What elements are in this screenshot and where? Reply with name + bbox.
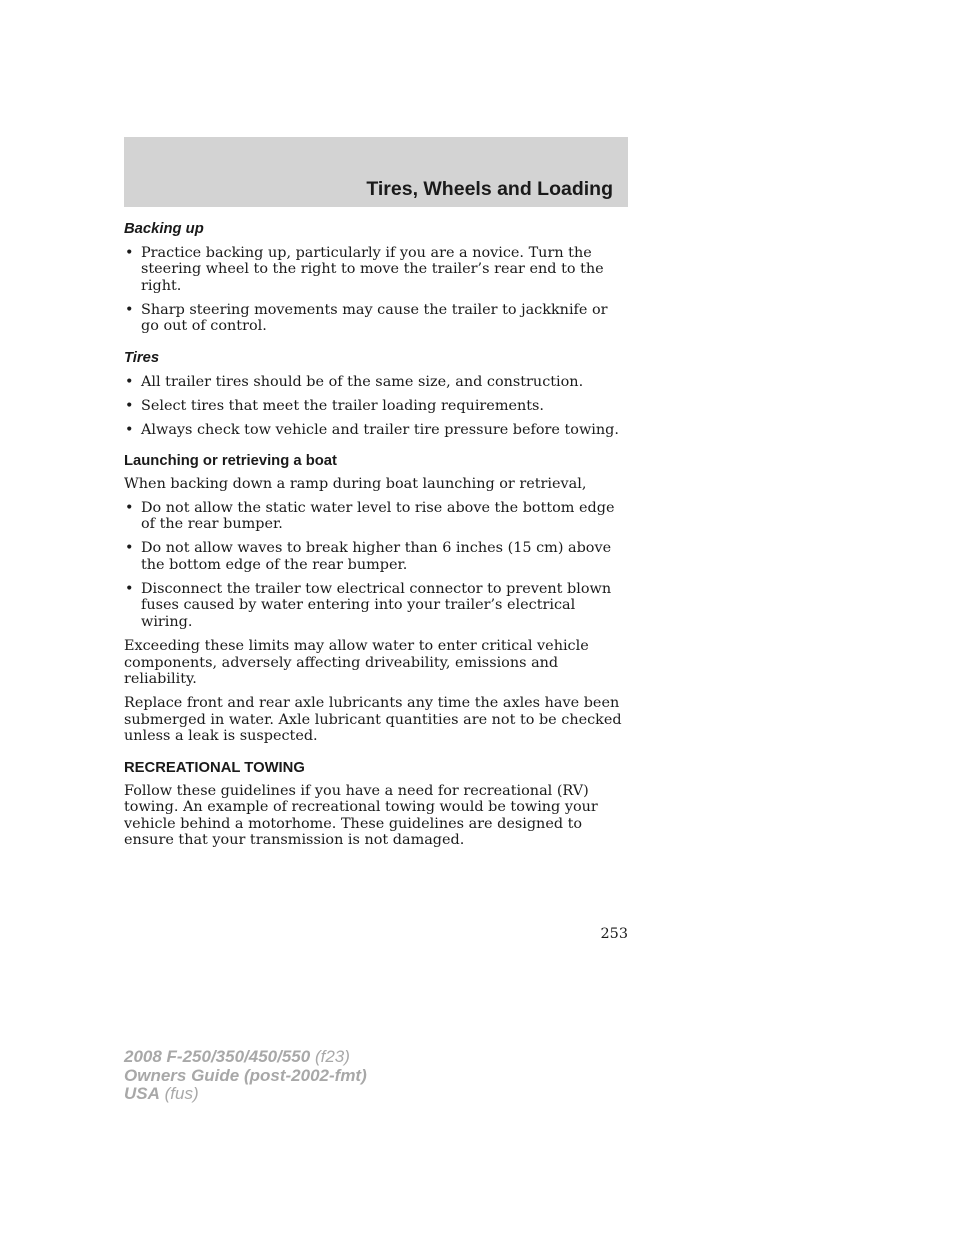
bullet-icon: • xyxy=(125,540,134,557)
bullet-icon: • xyxy=(125,301,134,318)
bullet-icon: • xyxy=(125,580,134,597)
bullet-icon: • xyxy=(125,397,134,414)
heading-boat: Launching or retrieving a boat xyxy=(124,453,337,470)
list-item: • Always check tow vehicle and trailer tire pressure before towing. xyxy=(125,421,619,438)
heading-tires: Tires xyxy=(124,349,160,366)
recreational-paragraph: Follow these guidelines if you have a need for recreational (RV) towing. An example of recreational towing would be towing your vehicle behind a motorhome. These guidelines are designed to ensure that your transmission is not damaged. xyxy=(124,782,598,849)
chapter-header xyxy=(124,137,628,207)
page-number: 253 xyxy=(600,926,628,942)
tires-list xyxy=(124,374,628,439)
page-content xyxy=(124,219,628,856)
bullet-icon: • xyxy=(125,421,134,438)
heading-recreational-towing: RECREATIONAL TOWING xyxy=(124,759,305,776)
bullet-icon: • xyxy=(125,499,134,516)
bullet-icon: • xyxy=(125,244,134,261)
boat-intro: When backing down a ramp during boat launching or retrieval, xyxy=(124,475,587,492)
boat-paragraph-1: Exceeding these limits may allow water to enter critical vehicle components, adversely affecting driveability, emissions and reliability. xyxy=(124,638,589,688)
document-footer xyxy=(124,1048,367,1104)
list-item: • Practice backing up, particularly if you are a novice. Turn the steering wheel to the right to move the trailer’s rear end to the right. xyxy=(125,244,604,294)
boat-paragraph-2: Replace front and rear axle lubricants any time the axles have been submerged in water. Axle lubricant quantities are not to be checked unless a leak is suspected. xyxy=(124,695,622,745)
backing-up-list xyxy=(124,245,628,335)
list-item: • Sharp steering movements may cause the trailer to jackknife or go out of control. xyxy=(125,301,608,335)
bullet-icon: • xyxy=(125,373,134,390)
boat-list xyxy=(124,500,628,631)
footer-line-2: Owners Guide (post-2002-fmt) xyxy=(124,1065,367,1085)
footer-line-1: 2008 F-250/350/450/550 (f23) xyxy=(124,1047,350,1066)
list-item: • All trailer tires should be of the same size, and construction. xyxy=(125,373,584,390)
list-item: • Do not allow the static water level to rise above the bottom edge of the rear bumper. xyxy=(125,499,615,533)
footer-line-3: USA (fus) xyxy=(124,1084,199,1103)
list-item: • Select tires that meet the trailer loading requirements. xyxy=(125,397,544,414)
list-item: • Disconnect the trailer tow electrical connector to prevent blown fuses caused by water entering into your trailer’s electrical wiring. xyxy=(125,580,612,631)
chapter-title: Tires, Wheels and Loading xyxy=(366,178,613,200)
list-item: • Do not allow waves to break higher than 6 inches (15 cm) above the bottom edge of the rear bumper. xyxy=(125,540,612,573)
heading-backing-up: Backing up xyxy=(124,221,204,237)
